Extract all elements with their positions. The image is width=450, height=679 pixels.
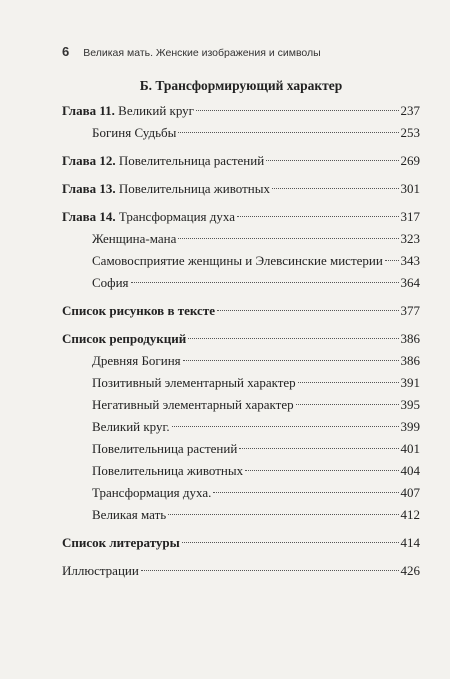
dot-leader bbox=[239, 448, 398, 449]
toc-chapter-number: Глава 13. bbox=[62, 181, 116, 196]
dot-leader bbox=[131, 282, 399, 283]
toc-entry bbox=[62, 350, 420, 372]
dot-leader bbox=[385, 260, 399, 261]
dot-leader bbox=[188, 338, 398, 339]
toc-entry bbox=[62, 394, 420, 416]
dot-leader bbox=[196, 110, 399, 111]
dot-leader bbox=[298, 382, 399, 383]
toc-entry-title: Великая мать bbox=[92, 507, 167, 522]
toc-entry bbox=[62, 560, 420, 582]
toc-entry-title: Позитивный элементарный характер bbox=[92, 375, 296, 390]
running-title: Великая мать. Женские изображения и символы bbox=[83, 47, 321, 59]
toc-page-number: 395 bbox=[400, 397, 420, 412]
toc-page-number: 391 bbox=[400, 375, 420, 390]
toc-entry bbox=[62, 250, 420, 272]
toc-page-number: 317 bbox=[400, 209, 420, 224]
toc-entry-label bbox=[62, 328, 186, 350]
toc-chapter-number: Глава 11. bbox=[62, 103, 115, 118]
toc-page-number: 253 bbox=[400, 125, 420, 140]
toc-entry-title: Иллюстрации bbox=[62, 563, 139, 578]
toc-entry-label bbox=[62, 300, 215, 322]
toc-entry-title: Повелительница растений bbox=[92, 441, 238, 456]
toc-entry bbox=[62, 328, 420, 350]
dot-leader bbox=[217, 310, 399, 311]
toc-entry-title: Древняя Богиня bbox=[92, 353, 181, 368]
toc-entry bbox=[62, 122, 420, 144]
dot-leader bbox=[272, 188, 399, 189]
toc-entry-label bbox=[92, 250, 383, 272]
toc-entry-label bbox=[62, 560, 139, 582]
section-title: Б. Трансформирующий характер bbox=[139, 78, 343, 93]
toc-entry bbox=[62, 206, 420, 228]
toc-entry bbox=[62, 460, 420, 482]
toc-entry-title: Женщина-мана bbox=[92, 231, 177, 246]
toc-page-number: 407 bbox=[400, 485, 420, 500]
toc-entry-title: Негативный элементарный характер bbox=[92, 397, 294, 412]
dot-leader bbox=[213, 492, 398, 493]
dot-leader bbox=[237, 216, 399, 217]
toc-entry-label bbox=[92, 482, 211, 504]
dot-leader bbox=[178, 132, 398, 133]
toc-entry-label bbox=[62, 206, 235, 228]
dot-leader bbox=[172, 426, 399, 427]
toc-entry-label bbox=[62, 178, 270, 200]
toc-entry-title: Список литературы bbox=[62, 535, 180, 550]
dot-leader bbox=[182, 542, 399, 543]
toc-page-number: 399 bbox=[400, 419, 420, 434]
toc-entry-label bbox=[92, 416, 170, 438]
toc-entry-label bbox=[62, 100, 194, 122]
toc-entry-title: Великий круг. bbox=[92, 419, 170, 434]
toc-entry bbox=[62, 416, 420, 438]
toc-entry-title: Повелительница животных bbox=[118, 181, 270, 196]
toc-entry-label bbox=[92, 272, 129, 294]
toc-entry-title: Великий круг bbox=[118, 103, 194, 118]
toc-entry-title: Повелительница растений bbox=[118, 153, 265, 168]
toc-page-number: 386 bbox=[400, 353, 420, 368]
toc-page-number: 343 bbox=[400, 253, 420, 268]
dot-leader bbox=[141, 570, 399, 571]
toc-entry-label bbox=[92, 122, 176, 144]
toc-entry-label bbox=[92, 438, 237, 460]
running-header bbox=[62, 44, 430, 59]
toc-chapter-number: Глава 12. bbox=[62, 153, 116, 168]
toc-page-number: 301 bbox=[400, 181, 420, 196]
toc-page-number: 414 bbox=[400, 535, 420, 550]
toc-entry-label bbox=[92, 228, 176, 250]
toc-page-number: 404 bbox=[400, 463, 420, 478]
toc-entry bbox=[62, 178, 420, 200]
dot-leader bbox=[245, 470, 398, 471]
toc-entry bbox=[62, 482, 420, 504]
page-number: 6 bbox=[62, 44, 70, 59]
toc-chapter-number: Глава 14. bbox=[62, 209, 116, 224]
toc-entry-title: Список репродукций bbox=[62, 331, 187, 346]
toc-entry-title: Список рисунков в тексте bbox=[62, 303, 215, 318]
toc-entry-title: Богиня Судьбы bbox=[92, 125, 177, 140]
toc-entry-title: Повелительница животных bbox=[92, 463, 244, 478]
dot-leader bbox=[183, 360, 399, 361]
dot-leader bbox=[296, 404, 399, 405]
toc-page-number: 364 bbox=[400, 275, 420, 290]
dot-leader bbox=[266, 160, 398, 161]
toc-page-number: 426 bbox=[400, 563, 420, 578]
toc-page-number: 269 bbox=[400, 153, 420, 168]
toc-entry-title: Трансформация духа bbox=[118, 209, 235, 224]
toc-entry-label bbox=[92, 460, 243, 482]
toc-entry-label bbox=[62, 532, 180, 554]
toc-entry bbox=[62, 300, 420, 322]
toc-page-number: 323 bbox=[400, 231, 420, 246]
toc-entry bbox=[62, 504, 420, 526]
dot-leader bbox=[178, 238, 398, 239]
toc-entry bbox=[62, 272, 420, 294]
toc-entry bbox=[62, 532, 420, 554]
toc-entry-label bbox=[92, 504, 166, 526]
toc-page-number: 377 bbox=[400, 303, 420, 318]
toc-entry-label bbox=[92, 394, 294, 416]
toc-entry bbox=[62, 100, 420, 122]
toc-page-number: 412 bbox=[400, 507, 420, 522]
toc-entry-title: Самовосприятие женщины и Элевсинские мистерии bbox=[92, 253, 383, 268]
toc-entry bbox=[62, 372, 420, 394]
toc-page-number: 237 bbox=[400, 103, 420, 118]
toc-page-number: 401 bbox=[400, 441, 420, 456]
table-of-contents bbox=[62, 100, 420, 582]
toc-page-number: 386 bbox=[400, 331, 420, 346]
toc-entry-title: София bbox=[92, 275, 129, 290]
toc-entry bbox=[62, 150, 420, 172]
toc-entry-label bbox=[92, 372, 296, 394]
dot-leader bbox=[168, 514, 398, 515]
toc-entry-label bbox=[62, 150, 264, 172]
toc-entry-title: Трансформация духа. bbox=[92, 485, 212, 500]
toc-entry bbox=[62, 228, 420, 250]
toc-entry bbox=[62, 438, 420, 460]
toc-entry-label bbox=[92, 350, 181, 372]
